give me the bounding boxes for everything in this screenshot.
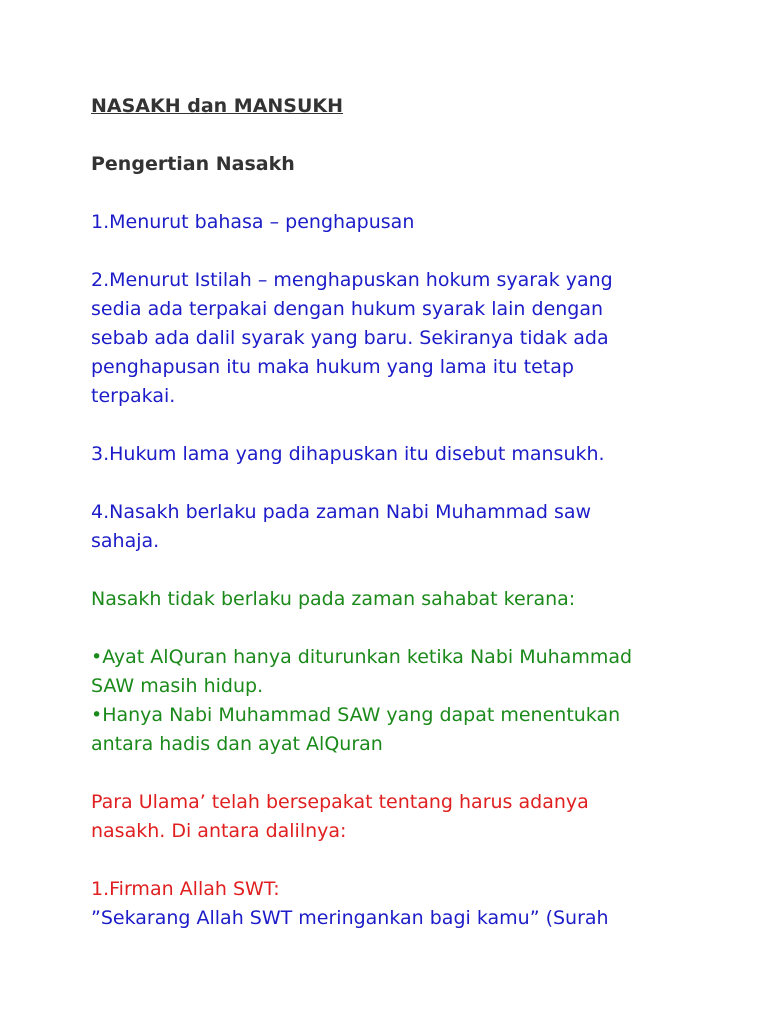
spacer: [91, 759, 731, 788]
text-line: penghapusan itu maka hukum yang lama itu tetap: [91, 356, 574, 378]
definition-point-2: [91, 266, 731, 411]
text-line: terpakai.: [91, 385, 176, 407]
section-heading: Pengertian Nasakh: [91, 153, 295, 175]
spacer: [91, 556, 731, 585]
text-line: antara hadis dan ayat AlQuran: [91, 733, 383, 755]
definition-point-1: 1.Menurut bahasa – penghapusan: [91, 211, 415, 233]
spacer: [91, 614, 731, 643]
text-line: 2.Menurut Istilah – menghapuskan hokum syarak yang: [91, 269, 613, 291]
text-line: SAW masih hidup.: [91, 675, 264, 697]
green-intro: Nasakh tidak berlaku pada zaman sahabat kerana:: [91, 588, 576, 610]
spacer: [91, 846, 731, 875]
bullet-item-2: [91, 701, 731, 759]
text-line: sahaja.: [91, 530, 160, 552]
bullet-item-1: [91, 643, 731, 701]
text-line: nasakh. Di antara dalilnya:: [91, 820, 347, 842]
text-line: 4.Nasakh berlaku pada zaman Nabi Muhammad saw: [91, 501, 592, 523]
spacer: [91, 469, 731, 498]
evidence-point-1: 1.Firman Allah SWT:: [91, 878, 280, 900]
red-paragraph: [91, 788, 731, 846]
document-page: [91, 92, 731, 933]
spacer: [91, 121, 731, 150]
text-line: •Ayat AlQuran hanya diturunkan ketika Nabi Muhammad: [91, 646, 633, 668]
definition-point-3: 3.Hukum lama yang dihapuskan itu disebut mansukh.: [91, 443, 605, 465]
spacer: [91, 179, 731, 208]
spacer: [91, 411, 731, 440]
spacer: [91, 237, 731, 266]
text-line: sebab ada dalil syarak yang baru. Sekiranya tidak ada: [91, 327, 609, 349]
text-line: Para Ulama’ telah bersepakat tentang harus adanya: [91, 791, 589, 813]
document-title: NASAKH dan MANSUKH: [91, 95, 344, 117]
text-line: sedia ada terpakai dengan hukum syarak lain dengan: [91, 298, 604, 320]
definition-point-4: [91, 498, 731, 556]
text-line: •Hanya Nabi Muhammad SAW yang dapat menentukan: [91, 704, 621, 726]
quote-line: ”Sekarang Allah SWT meringankan bagi kamu” (Surah: [91, 907, 609, 929]
